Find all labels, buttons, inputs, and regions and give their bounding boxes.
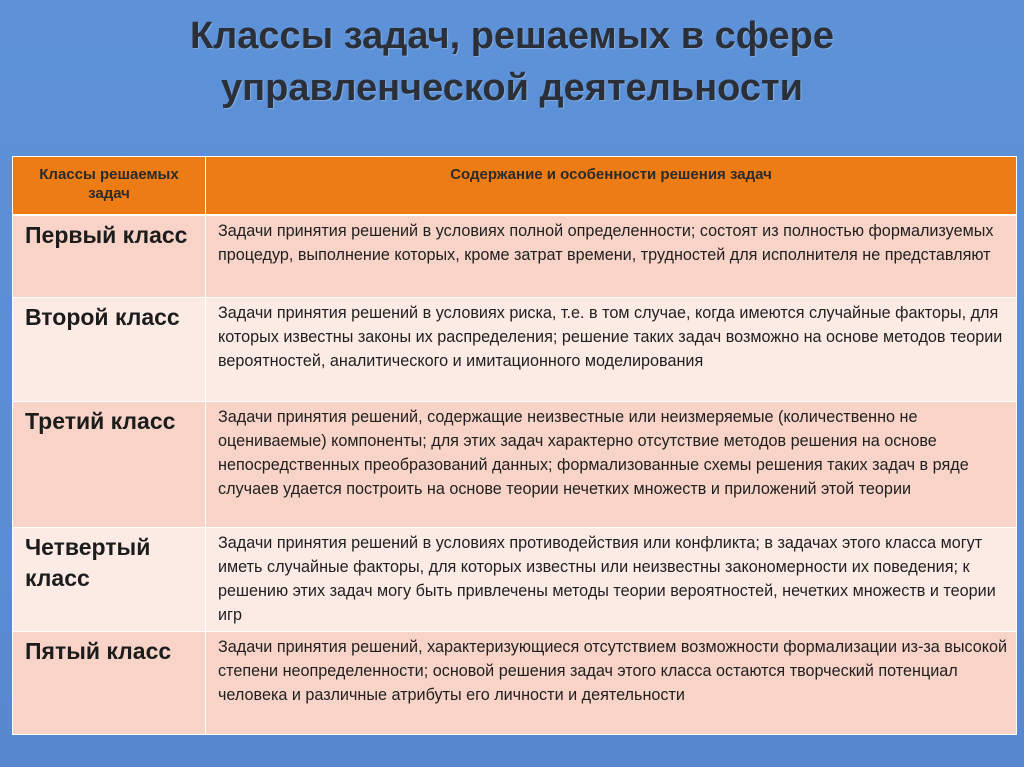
table-row — [13, 528, 1017, 632]
table-row — [13, 632, 1017, 735]
classes-table-container — [12, 156, 1016, 750]
class-description-cell: Задачи принятия решений в условиях риска, т.е. в том случае, когда имеются случайные факторы, для которых известны законы их распределения; решение таких задач возможно на основе методов теории вероятностей, аналитического и имитационного моделирования — [206, 298, 1017, 402]
class-name-cell: Второй класс — [13, 298, 206, 402]
table-row — [13, 298, 1017, 402]
table-header-row — [13, 157, 1017, 215]
header-classes: Классы решаемых задач — [13, 157, 206, 215]
classes-table — [12, 156, 1017, 735]
class-name-cell: Первый класс — [13, 215, 206, 298]
class-description-cell: Задачи принятия решений, характеризующиеся отсутствием возможности формализации из-за высокой степени неопределенности; основой решения задач этого класса остаются творческий потенциал человека и различные атрибуты его личности и деятельности — [206, 632, 1017, 735]
header-content: Содержание и особенности решения задач — [206, 157, 1017, 215]
table-row — [13, 402, 1017, 528]
class-name-cell: Четвертый класс — [13, 528, 206, 632]
class-name-cell: Пятый класс — [13, 632, 206, 735]
class-name-cell: Третий класс — [13, 402, 206, 528]
class-description-cell: Задачи принятия решений в условиях полной определенности; состоят из полностью формализуемых процедур, выполнение которых, кроме затрат времени, трудностей для исполнителя не представляют — [206, 215, 1017, 298]
table-row — [13, 215, 1017, 298]
class-description-cell: Задачи принятия решений, содержащие неизвестные или неизмеряемые (количественно не оцениваемые) компоненты; для этих задач характерно отсутствие методов решения на основе непосредственных преобразований данных; формализованные схемы решения таких задач в ряде случаев удается построить на основе теории нечетких множеств и приложений этой теории — [206, 402, 1017, 528]
slide-title — [0, 10, 1024, 114]
class-description-cell: Задачи принятия решений в условиях противодействия или конфликта; в задачах этого класса могут иметь случайные факторы, для которых известны или неизвестны закономерности их поведения; к решению этих задач могу быть привлечены методы теории вероятностей, нечетких множеств и теории игр — [206, 528, 1017, 632]
slide-title-line-1: Классы задач, решаемых в сфере — [189, 15, 835, 57]
slide-title-line-2: управленческой деятельности — [221, 67, 803, 109]
